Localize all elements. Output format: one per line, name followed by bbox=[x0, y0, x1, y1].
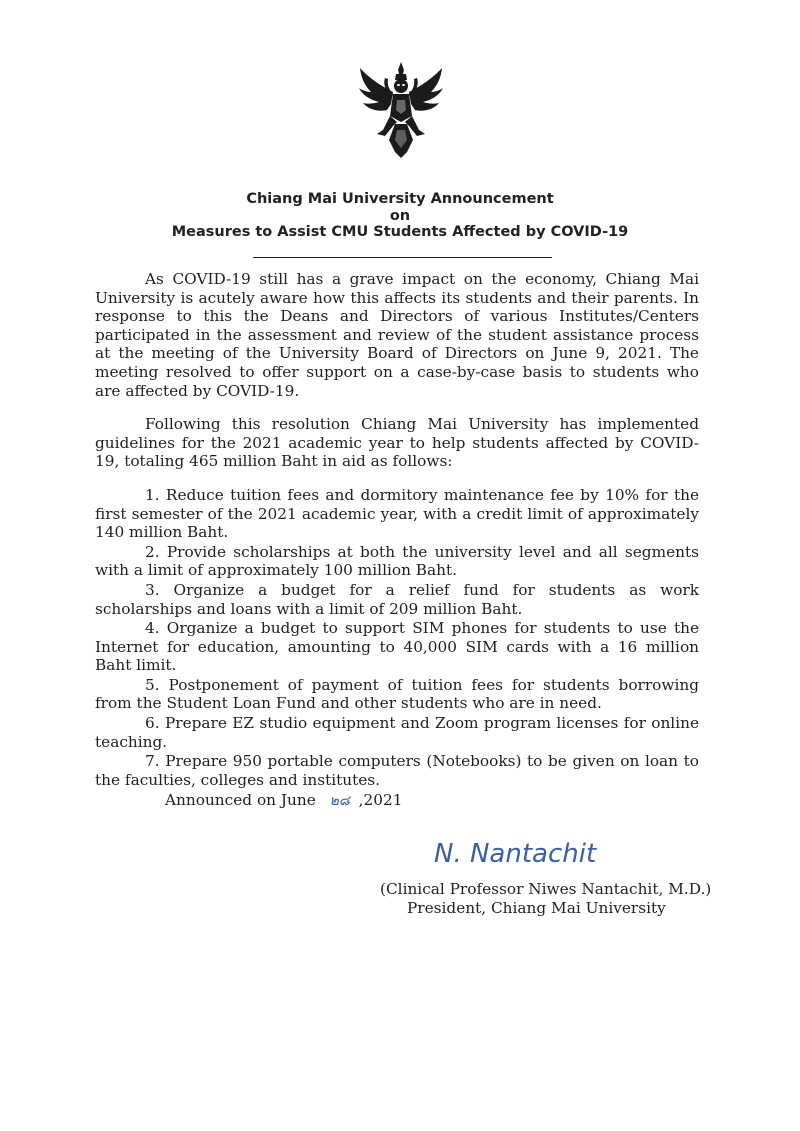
measure-item-1: 1. Reduce tuition fees and dormitory maintenance fee by 10% for the first semester of the 2021 academic year, with a credit limit of approximately 140 million Baht. bbox=[95, 485, 699, 542]
signer-title: President, Chiang Mai University bbox=[407, 899, 666, 917]
measure-item-6: 6. Prepare EZ studio equipment and Zoom program licenses for online teaching. bbox=[95, 714, 699, 751]
announcement-subject: Measures to Assist CMU Students Affected by COVID-19 bbox=[171, 224, 629, 240]
announcement-date-suffix: ,2021 bbox=[358, 791, 403, 809]
announcement-date bbox=[165, 790, 402, 811]
announcement-title: Chiang Mai University Announcement bbox=[246, 191, 554, 207]
announcement-title-connector: on bbox=[389, 208, 411, 224]
garuda-emblem-icon bbox=[357, 60, 445, 160]
title-underline-divider bbox=[253, 257, 552, 258]
resolution-paragraph: Following this resolution Chiang Mai University has implemented guidelines for the 2021 academic year to help students affected by COVID-19, totaling 465 million Baht in aid as follows: bbox=[95, 415, 699, 471]
signer-name: (Clinical Professor Niwes Nantachit, M.D.) bbox=[380, 880, 712, 898]
measure-item-5: 5. Postponement of payment of tuition fees for students borrowing from the Student Loan Fund and other students who are in need. bbox=[95, 675, 699, 713]
intro-paragraph: As COVID-19 still has a grave impact on the economy, Chiang Mai University is acutely aware how this affects its students and their parents. In response to this the Deans and Directors of various Institutes/Centers participated in the assessment and review of the student assistance process at the meeting of the University Board of Directors on June 9, 2021. The meeting resolved to offer support on a case-by-case basis to students who are affected by COVID-19. bbox=[95, 270, 699, 400]
measure-item-7: 7. Prepare 950 portable computers (Notebooks) to be given on loan to the faculties, colleges and institutes. bbox=[95, 752, 699, 789]
handwritten-day: ๒๘ bbox=[329, 793, 350, 809]
measure-item-4: 4. Organize a budget to support SIM phones for students to use the Internet for education, amounting to 40,000 SIM cards with a 16 million Baht limit. bbox=[95, 619, 699, 675]
announcement-date-prefix: Announced on June bbox=[165, 791, 316, 809]
measure-item-2: 2. Provide scholarships at both the university level and all segments with a limit of approximately 100 million Baht. bbox=[95, 542, 699, 580]
signature-text: N. Nantachit bbox=[434, 839, 597, 869]
signer-block bbox=[380, 880, 712, 918]
handwritten-signature bbox=[430, 830, 630, 875]
measure-item-3: 3. Organize a budget for a relief fund for students as work scholarships and loans with a limit of 209 million Baht. bbox=[95, 580, 699, 618]
announcement-body bbox=[95, 270, 699, 790]
